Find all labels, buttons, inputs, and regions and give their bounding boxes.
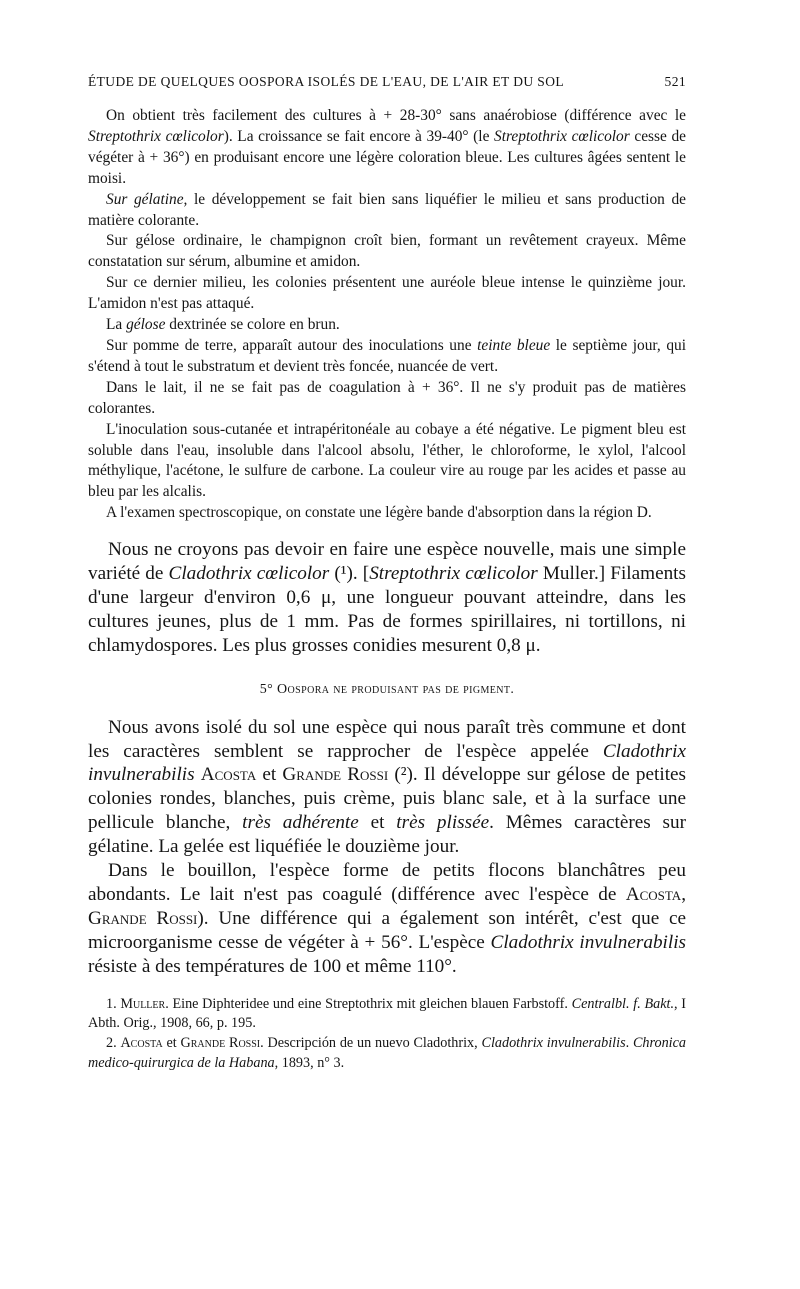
italic-text: Cladothrix invulnerabilis (481, 1035, 626, 1052)
text-run: L'inoculation sous-cutanée et intrapéritonéale au cobaye a été négative. Le pigment bleu est soluble dans l'eau, insoluble dans l'alcool absolu, l'éther, le chloroforme, le xylol, l'alcool méthylique, l'acétone, le sulfure de carbone. La couleur vire au rouge par les acides et passe au bleu par les alcalis. (88, 420, 686, 501)
text-run: le développement se fait bien sans liquéfier le milieu et sans production de matière colorante. (88, 190, 686, 229)
italic-text: Cladothrix invulnerabilis (490, 931, 686, 953)
paragraph (88, 503, 686, 524)
footnote (88, 995, 686, 1035)
text-run: et (358, 812, 397, 834)
paragraph (88, 538, 686, 658)
small-caps-text: Acosta (120, 1035, 163, 1052)
italic-text: Chronica medico-quirurgica de la Habana (88, 1035, 687, 1072)
text-run: , (681, 884, 686, 905)
italic-text: Streptothrix cœlicolor (88, 127, 224, 145)
paragraph (88, 336, 686, 378)
text-run: 2. (106, 1035, 121, 1052)
text-run: . Eine Diphteridee und eine Streptothrix mit gleichen blauen Farbstoff. (165, 995, 572, 1012)
small-caps-text: Grande Rossi (88, 907, 198, 929)
italic-text: Cladothrix invulnerabilis (88, 740, 686, 786)
paragraph (88, 378, 686, 420)
italic-text: Streptothrix cœlicolor (494, 127, 630, 145)
text-run: et (162, 1035, 181, 1052)
text-run: cesse de végéter à + 36°) en produisant encore une légère coloration bleue. Les cultures âgées sentent le moisi. (88, 127, 686, 187)
text-run: . Descripción de un nuevo Cladothrix, (260, 1035, 482, 1052)
text-run: dextrinée se colore en brun. (165, 316, 340, 334)
italic-text: très adhérente (242, 812, 359, 834)
running-title: ÉTUDE DE QUELQUES OOSPORA ISOLÉS DE L'EAU, DE L'AIR ET DU SOL (88, 74, 564, 89)
text-run: 1. (106, 995, 121, 1012)
text-run: Dans le lait, il ne se fait pas de coagulation à + 36°. Il ne s'y produit pas de matières colorantes. (88, 378, 686, 417)
paragraph (88, 716, 686, 859)
page (88, 74, 686, 1074)
small-print-section (88, 106, 686, 524)
italic-text: teinte bleue (477, 336, 551, 354)
section-heading-text: Oospora ne produisant pas de pigment. (277, 681, 515, 697)
conclusion-section (88, 538, 686, 658)
paragraph (88, 315, 686, 336)
italic-text: Cladothrix cœlicolor (168, 563, 330, 585)
text-run: , I Abth. Orig., 1908, 66, p. 195. (88, 995, 686, 1032)
paragraph (88, 190, 686, 232)
text-run: (²). Il développe sur gélose de petites colonies rondes, blanches, puis crème, puis blanc sale, et à la surface une pellicule blanche, (88, 764, 687, 834)
small-caps-text: Grande Rossi (282, 764, 389, 786)
text-run: Sur pomme de terre, apparaît autour des inoculations une (106, 336, 478, 354)
italic-text: Streptothrix cœlicolor (369, 563, 538, 585)
text-run: . (625, 1035, 633, 1052)
text-run: Sur gélose ordinaire, le champignon croît bien, formant un revêtement crayeux. Même constatation sur sérum, albumine et amidon. (88, 232, 686, 271)
section-heading (88, 682, 686, 698)
section-body (88, 716, 686, 979)
italic-text: gélose (126, 316, 166, 334)
text-run: et (256, 764, 283, 786)
footnotes (88, 995, 686, 1074)
paragraph (88, 420, 686, 504)
paragraph (88, 273, 686, 315)
text-run: (¹). [ (329, 563, 370, 585)
text-run: A l'examen spectroscopique, on constate une légère bande d'absorption dans la région D. (106, 504, 652, 522)
text-run: Muller.] Filaments d'une largeur d'environ 0,6 μ, une longueur pouvant atteindre, dans les cultures jeunes, plus de 1 mm. Pas de formes spirillaires, ni tortillons, ni chlamydospores. Les plus grosses conidies mesurent 0,8 μ. (88, 563, 686, 656)
italic-text: Centralbl. f. Bakt. (571, 995, 674, 1012)
text-run: Nous ne croyons pas devoir en faire une espèce nouvelle, mais une simple variété de (88, 539, 686, 585)
text-run: résiste à des températures de 100 et même 110°. (88, 955, 457, 977)
small-caps-text: Grande Rossi (180, 1035, 261, 1052)
section-number: 5° (259, 681, 274, 697)
text-run: Nous avons isolé du sol une espèce qui nous paraît très commune et dont les caractères semblent se rapprocher de l'espèce appelée (88, 716, 686, 762)
italic-text: Sur gélatine, (106, 190, 188, 208)
paragraph (88, 859, 686, 979)
footnote (88, 1034, 686, 1074)
text-run: , 1893, n° 3. (274, 1055, 345, 1072)
text-run: La (106, 316, 127, 334)
text-run: ). La croissance se fait encore à 39-40° (le (223, 127, 495, 145)
text-run: Dans le bouillon, l'espèce forme de petits flocons blanchâtres peu abondants. Le lait n'est pas coagulé (différence avec l'espèce de (88, 860, 686, 905)
small-caps-text: Acosta (200, 764, 257, 786)
text-run: . Mêmes caractères sur gélatine. La gelée est liquéfiée le douzième jour. (88, 812, 686, 858)
paragraph (88, 106, 686, 190)
text-run: On obtient très facilement des cultures à + 28-30° sans anaérobiose (différence avec le (106, 107, 686, 124)
text-run: le septième jour, qui s'étend à tout le substratum et devient très foncée, nuancée de vert. (88, 336, 686, 375)
text-run: Sur ce dernier milieu, les colonies présentent une auréole bleue intense le quinzième jour. L'amidon n'est pas attaqué. (88, 274, 686, 313)
paragraph (88, 231, 686, 273)
page-number: 521 (664, 74, 686, 89)
small-caps-text: Muller (120, 995, 166, 1012)
running-header (88, 74, 686, 90)
text-run: ). Une différence qui a également son intérêt, c'est que ce microorganisme cesse de végéter à + 56°. L'espèce (88, 907, 687, 953)
small-caps-text: Acosta (625, 884, 682, 905)
italic-text: très plissée (396, 812, 490, 834)
